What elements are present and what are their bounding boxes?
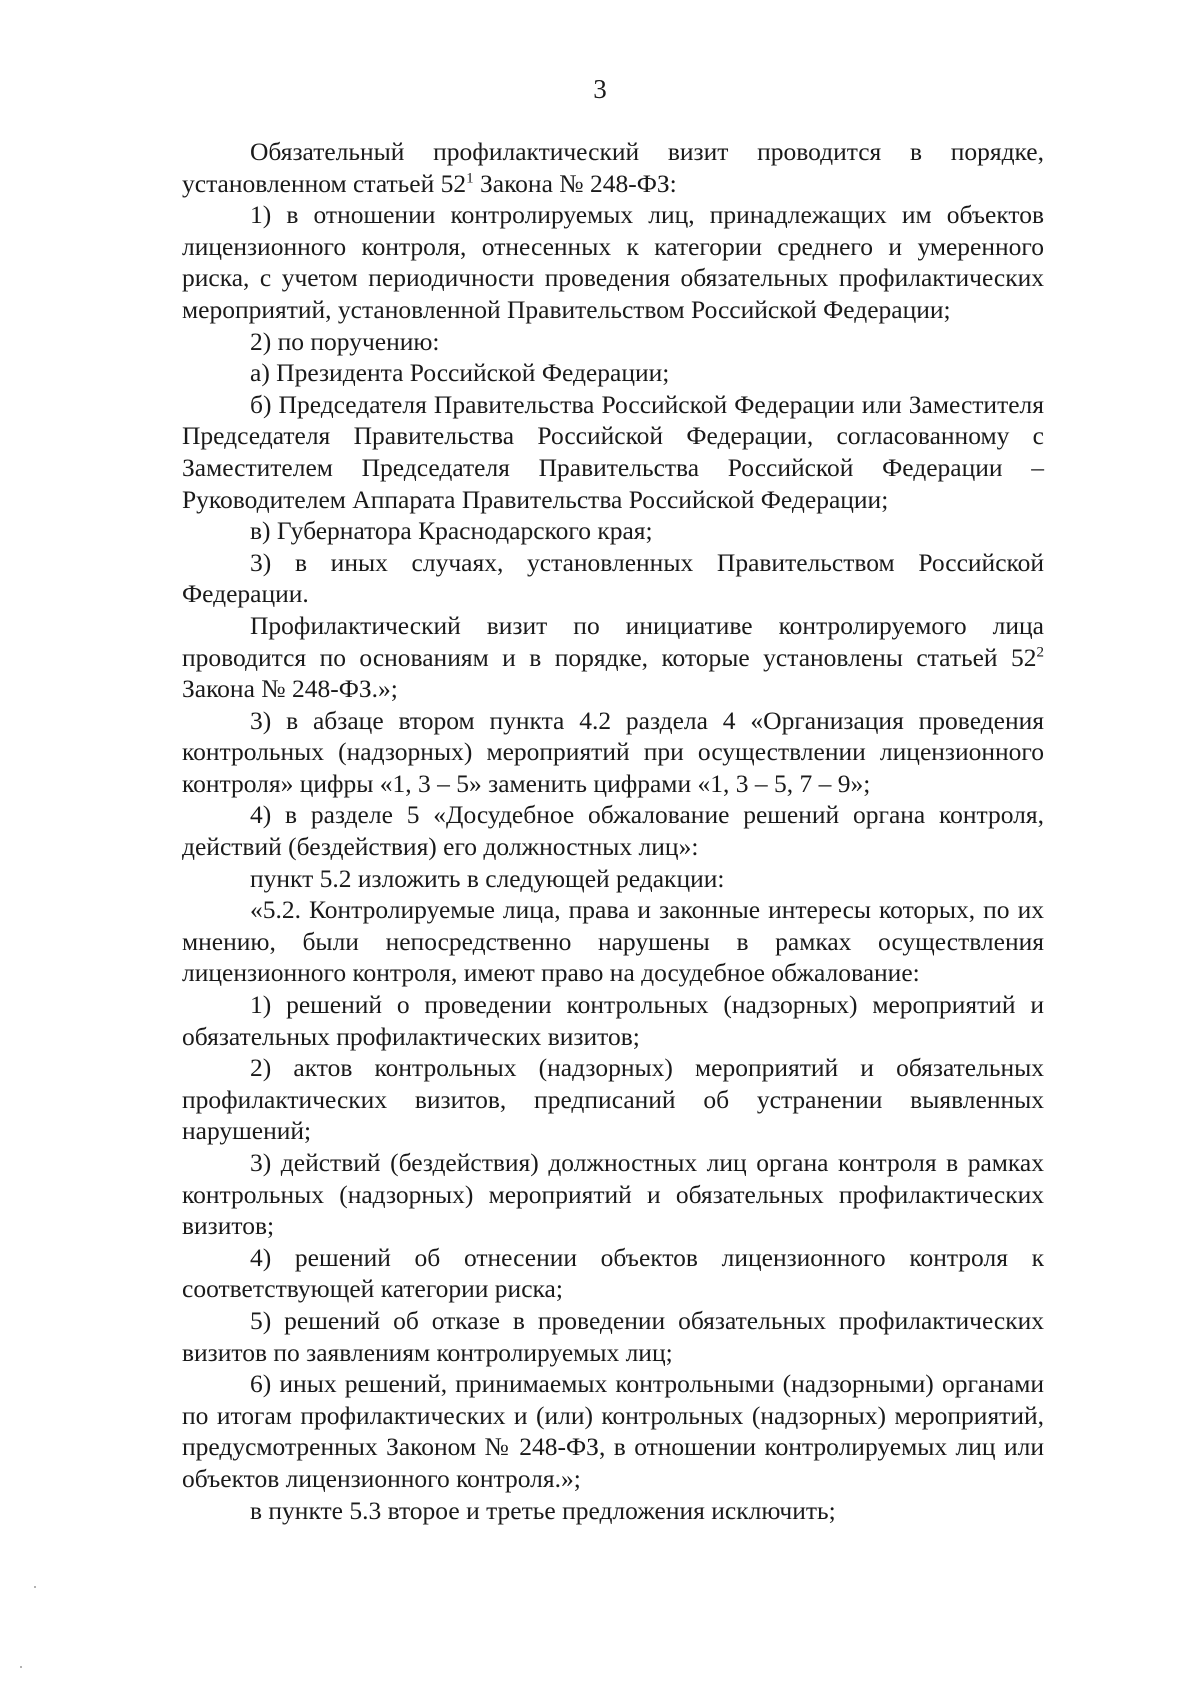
paragraph: «5.2. Контролируемые лица, права и законные интересы которых, по их мнению, были непосредственно нарушены в рамках осуществления лицензионного контроля, имеют право на досудебное обжалование: [182,895,1044,988]
paragraph-text: Закона № 248-ФЗ.»; [182,674,398,704]
paragraph: 1) в отношении контролируемых лиц, принадлежащих им объектов лицензионного контроля, отнесенных к категории среднего и умеренного риска, с учетом периодичности проведения обязательных профилактических мероприятий, установленной Правительством Российской Федерации; [182,200,1044,324]
superscript: 1 [466,170,474,187]
paragraph-initiative-visit [182,610,1044,705]
scan-speck [20,1666,22,1668]
paragraph-text: Закона № 248-ФЗ: [473,168,677,198]
page-number: 3 [593,74,607,104]
superscript: 2 [1036,644,1044,660]
paragraph: 3) в абзаце втором пункта 4.2 раздела 4 «Организация проведения контрольных (надзорных) мероприятий при осуществлении лицензионного контроля» цифры «1, 3 – 5» заменить цифрами «1, 3 – 5, 7 – 9»; [182,705,1044,798]
paragraph: 2) актов контрольных (надзорных) мероприятий и обязательных профилактических визитов, предписаний об устранении выявленных нарушений; [182,1053,1044,1146]
paragraph: 4) в разделе 5 «Досудебное обжалование решений органа контроля, действий (бездействия) его должностных лиц»: [182,800,1044,862]
paragraph: в) Губернатора Краснодарского края; [250,516,653,546]
paragraph: 4) решений об отнесении объектов лицензионного контроля к соответствующей категории риска; [182,1242,1044,1304]
paragraph-visit-procedure [182,136,1044,199]
document-body [182,136,1044,1526]
paragraph-text: Обязательный профилактический визит проводится в порядке, установленном статьей 52 [182,137,1044,198]
paragraph-text: Профилактический визит по инициативе контролируемого лица проводится по основаниям и в порядке, которые установлены статьей 52 [182,610,1044,672]
paragraph: 2) по поручению: [250,326,440,356]
paragraph: 5) решений об отказе в проведении обязательных профилактических визитов по заявлениям контролируемых лиц; [182,1305,1044,1367]
paragraph: 1) решений о проведении контрольных (надзорных) мероприятий и обязательных профилактических визитов; [182,990,1044,1051]
scan-speck [34,1586,36,1588]
paragraph: 3) в иных случаях, установленных Правительством Российской Федерации. [182,547,1044,609]
paragraph: 6) иных решений, принимаемых контрольными (надзорными) органами по итогам профилактических и (или) контрольных (надзорных) мероприятий, предусмотренных Законом № 248-ФЗ, в отношении контролируемых лиц или объектов лицензионного контроля.»; [182,1369,1044,1493]
paragraph: а) Президента Российской Федерации; [250,358,670,388]
paragraph: 3) действий (бездействия) должностных лиц органа контроля в рамках контрольных (надзорных) мероприятий и обязательных профилактических визитов; [182,1148,1044,1241]
paragraph: б) Председателя Правительства Российской Федерации или Заместителя Председателя Правительства Российской Федерации, согласованному с Заместителем Председателя Правительства Российской Федерации – Руководителем Аппарата Правительства Российской Федерации; [182,389,1044,514]
paragraph: пункт 5.2 изложить в следующей редакции: [250,863,725,893]
paragraph: в пункте 5.3 второе и третье предложения исключить; [250,1495,836,1525]
